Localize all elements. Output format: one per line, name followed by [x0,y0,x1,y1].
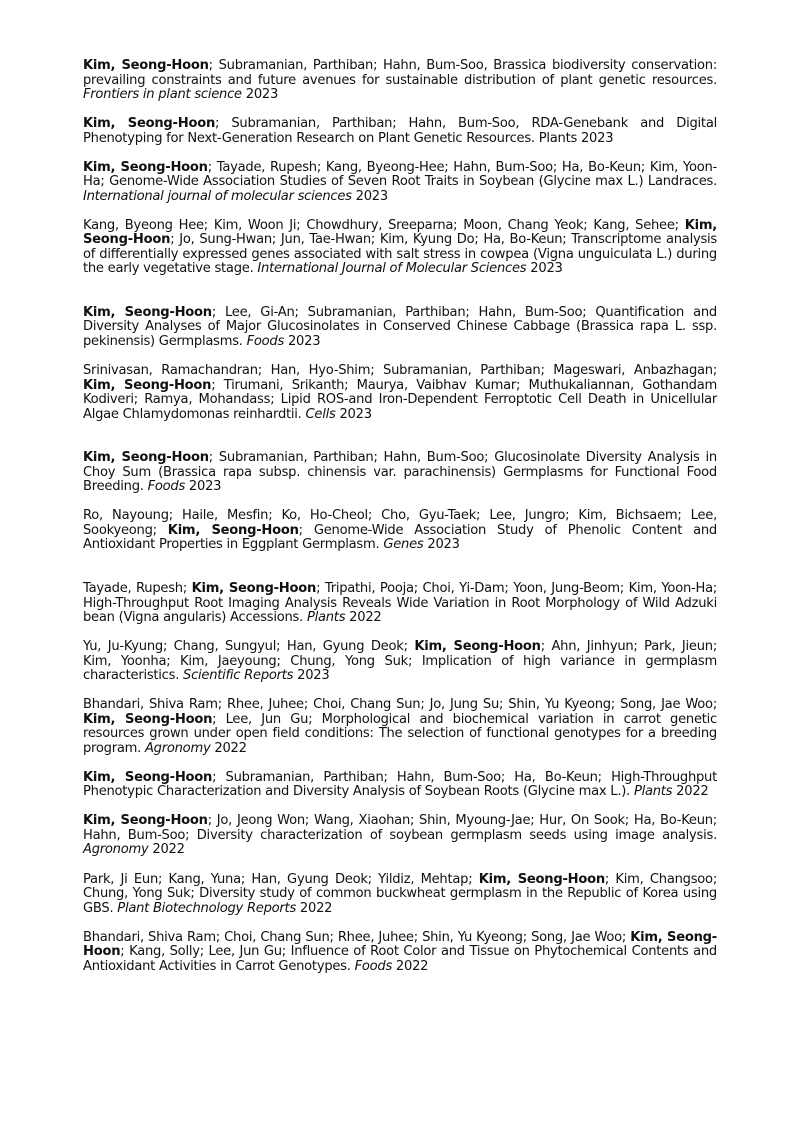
publication-year: 2022 [672,784,709,800]
publication-entry [83,771,717,800]
journal-name: Agronomy [83,842,149,858]
highlighted-author: Kim, Seong-Hoon [167,522,299,538]
publication-entry [83,873,717,917]
publication-entry [83,306,717,350]
publication-year: 2023 [351,188,388,204]
blank-line [83,291,717,306]
authors-and-title: ; Subramanian, Parthiban; Hahn, Bum-Soo, Brassica biodiversity conservation: prevailing constraints and future avenues for sustainable distribution of plant genetic resources. [83,58,717,88]
publication-year: 2023 [526,261,563,277]
highlighted-author: Kim, Seong-Hoon [83,304,212,320]
publication-year: 2023 [185,479,222,495]
authors-before: Tayade, Rupesh; [83,581,192,597]
authors-and-title: ; Jo, Sung-Hwan; Jun, Tae-Hwan; Kim, Kyung Do; Ha, Bo-Keun; Transcriptome analysis of differentially expressed genes associated with salt stress in cowpea (Vigna unguiculata L.) during the early vegetative stage. [83,232,717,277]
authors-and-title: ; Lee, Jun Gu; Morphological and biochemical variation in carrot genetic resources grown under open field conditions: The selection of functional genotypes for a breeding program. [83,711,717,756]
publication-year: 2023 [335,406,372,422]
publication-entry [83,161,717,205]
publication-year: 2022 [148,842,185,858]
journal-name: Plants [306,610,346,626]
journal-name: International journal of molecular sciences [83,188,352,204]
publication-entry [83,509,717,553]
publication-year: 2022 [210,740,247,756]
journal-name: Genes [383,537,424,553]
highlighted-author: Kim, Seong-Hoon [83,116,216,132]
publication-entry [83,698,717,756]
highlighted-author: Kim, Seong-Hoon [191,581,317,597]
authors-and-title: ; Genome-Wide Association Study of Phenolic Content and Antioxidant Properties in Eggplant Germplasm. [83,522,717,553]
authors-and-title: ; Kang, Solly; Lee, Jun Gu; Influence of Root Color and Tissue on Phytochemical Contents and Antioxidant Activities in Carrot Genotypes. [83,944,717,974]
journal-name: Cells [305,406,336,422]
authors-and-title: ; Subramanian, Parthiban; Hahn, Bum-Soo; Ha, Bo-Keun; High-Throughput Phenotypic Characterization and Diversity Analysis of Soybean Roots (Glycine max L.). [83,769,717,800]
authors-and-title: ; Ahn, Jinhyun; Park, Jieun; Kim, Yoonha; Kim, Jaeyoung; Chung, Yong Suk; Implication of high variance in germplasm characteristics. [83,639,717,684]
publication-year: 2022 [345,610,382,626]
highlighted-author: Kim, Seong-Hoon [83,217,717,248]
highlighted-author: Kim, Seong-Hoon [478,871,605,887]
publication-year: 2022 [392,958,429,974]
authors-before: Park, Ji Eun; Kang, Yuna; Han, Gyung Deok; Yildiz, Mehtap; [83,871,479,887]
journal-name: Agronomy [144,740,211,756]
publication-entry [83,451,717,495]
highlighted-author: Kim, Seong-Hoon [83,769,213,785]
authors-before: Yu, Ju-Kyung; Chang, Sungyul; Han, Gyung Deok; [83,639,415,655]
blank-line [83,437,717,452]
highlighted-author: Kim, Seong-Hoon [83,58,209,73]
publication-year: 2022 [296,900,333,916]
highlighted-author: Kim, Seong-Hoon [414,639,541,655]
publication-year: 2023 [293,668,330,684]
journal-name: Foods [246,333,285,349]
publication-entry [83,59,717,103]
journal-name: Frontiers in plant science [83,87,242,102]
authors-and-title: ; Subramanian, Parthiban; Hahn, Bum-Soo; Glucosinolate Diversity Analysis in Choy Sum (Brassica rapa subsp. chinensis var. parachinensis) Germplasms for Functional Food Breeding. [83,450,717,495]
highlighted-author: Kim, Seong-Hoon [83,711,213,727]
authors-and-title: ; Kim, Changsoo; Chung, Yong Suk; Diversity study of common buckwheat germplasm in the Republic of Korea using GBS. [83,871,717,916]
authors-before: Bhandari, Shiva Ram; Choi, Chang Sun; Rhee, Juhee; Shin, Yu Kyeong; Song, Jae Woo; [83,929,631,945]
highlighted-author: Kim, Seong-Hoon [83,450,209,466]
publication-list [83,59,717,989]
journal-name: Plants [633,784,673,800]
highlighted-author: Kim, Seong-Hoon [83,813,208,829]
journal-name: Scientific Reports [183,668,294,684]
blank-line [83,567,717,582]
publication-entry [83,640,717,684]
authors-and-title: ; Tripathi, Pooja; Choi, Yi-Dam; Yoon, Jung-Beom; Kim, Yoon-Ha; High-Throughput Root Imaging Analysis Reveals Wide Variation in Root Morphology of Wild Adzuki bean (Vigna angularis) Accessions. [83,581,718,626]
highlighted-author: Kim, Seong-Hoon [83,377,212,393]
journal-name: Foods [354,958,393,974]
highlighted-author: Kim, Seong-Hoon [83,929,717,960]
journal-name: International Journal of Molecular Sciences [257,261,527,277]
publication-entry [83,364,717,422]
publication-year: 2023 [241,87,279,102]
highlighted-author: Kim, Seong-Hoon [83,159,208,175]
authors-and-title: ; Subramanian, Parthiban; Hahn, Bum-Soo, RDA-Genebank and Digital Phenotyping for Next-Generation Research on Plant Genetic Resources. Plants 2023 [83,116,717,146]
authors-before: Srinivasan, Ramachandran; Han, Hyo-Shim; Subramanian, Parthiban; Mageswari, Anbazhagan; [83,363,717,379]
publication-year: 2023 [423,537,460,553]
authors-and-title: ; Tirumani, Srikanth; Maurya, Vaibhav Kumar; Muthukaliannan, Gothandam Kodiveri; Ramya, Mohandass; Lipid ROS-and Iron-Dependent Ferroptotic Cell Death in Unicellular Algae Chlamydomonas reinhardtii. [83,377,717,422]
journal-name: Plant Biotechnology Reports [117,900,297,916]
authors-and-title: ; Tayade, Rupesh; Kang, Byeong-Hee; Hahn, Bum-Soo; Ha, Bo-Keun; Kim, Yoon-Ha; Genome-Wide Association Studies of Seven Root Traits in Soybean (Glycine max L.) Landraces. [83,159,717,190]
authors-before: Kang, Byeong Hee; Kim, Woon Ji; Chowdhury, Sreeparna; Moon, Chang Yeok; Kang, Sehee; [83,217,685,233]
authors-before: Ro, Nayoung; Haile, Mesfin; Ko, Ho-Cheol; Cho, Gyu-Taek; Lee, Jungro; Kim, Bichsaem; Lee, Sookyeong; [83,508,717,538]
publication-year: 2023 [284,333,321,349]
publication-entry [83,814,717,858]
publication-entry [83,117,717,146]
authors-and-title: ; Lee, Gi-An; Subramanian, Parthiban; Hahn, Bum-Soo; Quantification and Diversity Analyses of Major Glucosinolates in Conserved Chinese Cabbage (Brassica rapa L. ssp. pekinensis) Germplasms. [83,304,717,349]
authors-before: Bhandari, Shiva Ram; Rhee, Juhee; Choi, Chang Sun; Jo, Jung Su; Shin, Yu Kyeong; Song, Jae Woo; [83,697,717,713]
publication-entry [83,931,717,975]
journal-name: Foods [147,479,186,495]
authors-and-title: ; Jo, Jeong Won; Wang, Xiaohan; Shin, Myoung-Jae; Hur, On Sook; Ha, Bo-Keun; Hahn, Bum-Soo; Diversity characterization of soybean germplasm seeds using image analysis. [83,813,717,843]
publication-entry [83,219,717,277]
publication-entry [83,582,717,626]
